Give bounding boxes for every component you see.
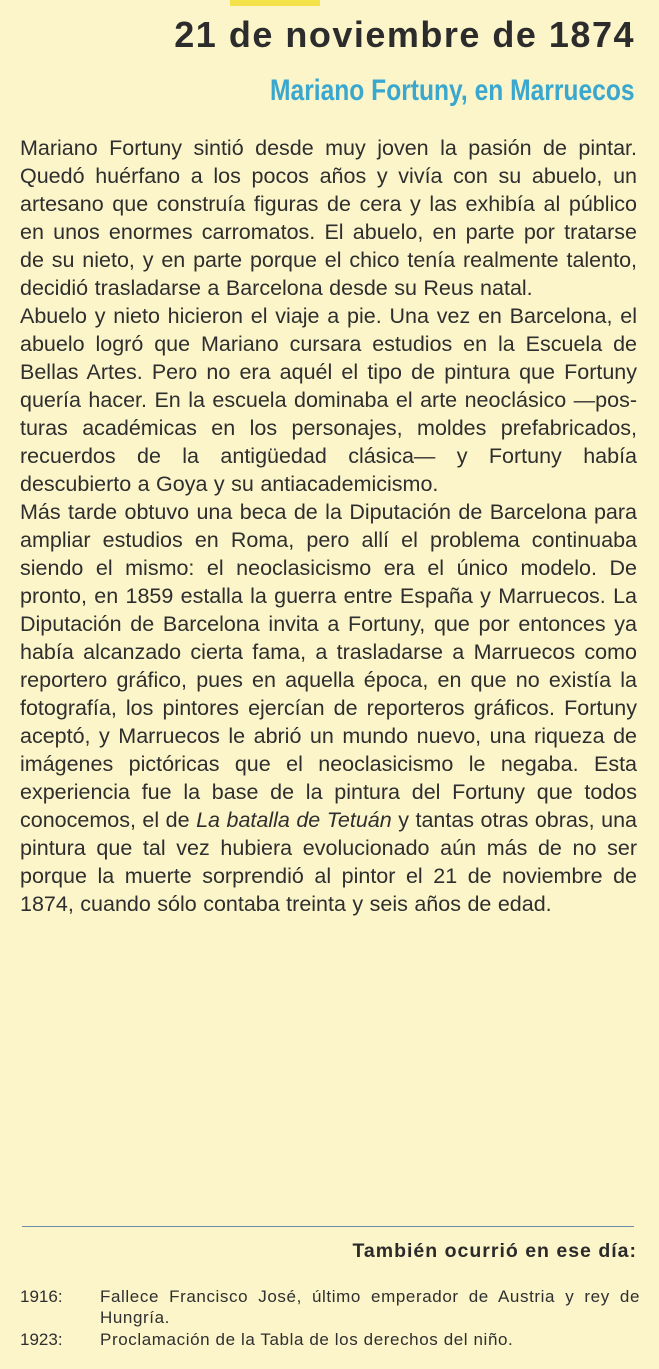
event-year: 1916: xyxy=(20,1287,63,1306)
article-paragraph-2: Abuelo y nieto hicieron el viaje a pie. Una vez en Barcelona, el abuelo logró que Mariano cursara estudios en la Escuela de Bellas Artes. Pero no era aquél el tipo de pintura que Fortuny quería hacer. En la escuela dominaba el arte neoclásico —posturas académicas en los personajes, moldes prefabricados, recuerdos de la antigüedad clásica— y Fortuny había descubierto a Goya y su antiacademicismo. xyxy=(20,304,637,496)
events-list xyxy=(20,1286,640,1351)
top-yellow-strip xyxy=(230,0,320,6)
list-item xyxy=(20,1286,640,1328)
also-happened-heading: También ocurrió en ese día: xyxy=(352,1240,637,1262)
list-item xyxy=(20,1329,640,1350)
event-year: 1923: xyxy=(20,1330,63,1349)
article-body xyxy=(20,134,637,918)
event-description: Fallece Francisco José, último emperador de Austria y rey de Hungría. xyxy=(100,1287,640,1327)
page-title-date: 21 de noviembre de 1874 xyxy=(174,14,635,55)
painting-title-italic: La batalla de Tetuán xyxy=(196,808,392,832)
paragraph-3-text-start: Más tarde obtuvo una beca de la Diputación de Barcelona para ampliar estudios en Roma, pero allí el problema continuaba siendo el mismo: el neoclasicismo era el único modelo. De pronto, en 1859 estalla la guerra entre España y Marruecos. La Diputación de Barcelona invita a Fortuny, que por entonces ya había alcanzado cierta fama, a trasladarse a Marruecos como reportero gráfico, pues en aquella época, en que no existía la fotografía, los pintores ejercían de reporteros gráficos. Fortuny aceptó, y Marruecos le abrió un mundo nuevo, una riqueza de imágenes pictóricas que el neoclasicismo le negaba. Esta experiencia fue la base de la pintura del Fortuny que todos conocemos, el de xyxy=(20,500,637,832)
section-divider xyxy=(22,1226,634,1227)
article-paragraph-3 xyxy=(20,498,637,918)
event-description: Proclamación de la Tabla de los derechos del niño. xyxy=(100,1330,514,1349)
article-subtitle: Mariano Fortuny, en Marruecos xyxy=(270,74,635,107)
paragraph-3-text-end: y tantas otras obras, una pintura que tal vez hubiera evolucionado aún más de no ser porque la muerte sorprendió al pintor el 21 de noviembre de 1874, cuando sólo contaba treinta y seis años de edad. xyxy=(20,808,637,916)
article-paragraph-1: Mariano Fortuny sintió desde muy joven la pasión de pintar. Quedó huérfano a los pocos años y vivía con su abuelo, un artesano que construía figuras de cera y las exhibía al público en unos enormes carromatos. El abuelo, en parte por tratarse de su nieto, y en parte porque el chico tenía realmente talento, decidió trasladarse a Barcelona desde su Reus natal. xyxy=(20,136,637,300)
